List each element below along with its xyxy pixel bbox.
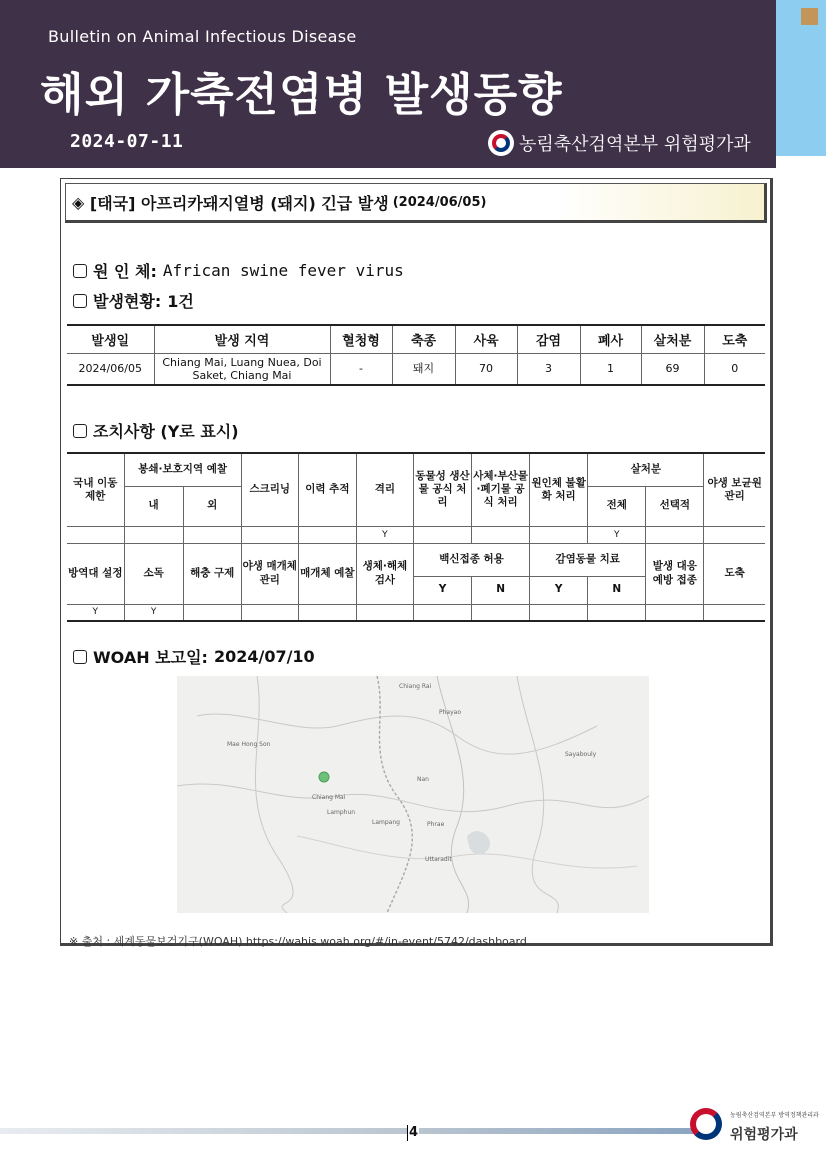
measures-label: 조치사항 (Y로 표시) (93, 422, 239, 441)
table-row (67, 604, 765, 621)
table-cell: 3 (517, 353, 580, 385)
col-header: 야생 매개체 관리 (241, 543, 298, 604)
pathogen-label: 원 인 체: (93, 262, 157, 281)
bulletin-subtitle: Bulletin on Animal Infectious Disease (48, 27, 357, 46)
table-cell (704, 526, 765, 543)
col-header: 사육 (455, 325, 517, 353)
report-title-bar (65, 183, 767, 223)
col-header: 혈청형 (330, 325, 392, 353)
checkbox-square-icon (73, 424, 87, 438)
table-cell (530, 526, 588, 543)
col-header: 전체 (588, 486, 646, 526)
map-label: Mae Hong Son (227, 741, 271, 748)
footer-org-small: 농림축산검역본부 방역정책관리과 (730, 1112, 819, 1119)
table-cell (356, 604, 413, 621)
organization-name: 농림축산검역본부 위험평가과 (519, 134, 751, 155)
map-background (177, 676, 649, 913)
side-accent-corner (801, 8, 818, 25)
col-header: 도축 (704, 325, 765, 353)
page-title: 해외 가축전염병 발생동향 (40, 68, 563, 121)
measures-header-row-1 (67, 453, 765, 486)
table-cell: Y (588, 526, 646, 543)
col-header: 해충 구제 (183, 543, 241, 604)
col-header: 백신접종 허용 (413, 543, 529, 576)
col-header: 발생일 (67, 325, 154, 353)
table-cell (241, 604, 298, 621)
table-cell: 0 (704, 353, 765, 385)
source-note: ※ 출처 : 세계동물보건기구(WOAH) https://wahis.woah.org/#/in-event/5742/dashboard (69, 935, 527, 948)
woah-value: 2024/07/10 (213, 647, 315, 666)
table-cell: 1 (580, 353, 641, 385)
checkbox-square-icon (73, 264, 87, 278)
woah-section (73, 645, 315, 668)
col-header: 외 (183, 486, 241, 526)
table-row (67, 353, 765, 385)
map-label: Lampang (372, 819, 400, 826)
table-cell (183, 526, 241, 543)
table-cell (241, 526, 298, 543)
table-cell (472, 604, 530, 621)
taegeuk-logo-icon (690, 1108, 722, 1140)
col-header: 동물성 생산물 공식 처리 (413, 453, 471, 526)
table-cell: - (330, 353, 392, 385)
col-header: 사체·부산물·폐기물 공식 처리 (472, 453, 530, 526)
col-header: 격리 (356, 453, 413, 526)
col-header: 살처분 (641, 325, 704, 353)
status-value: 1건 (167, 292, 194, 311)
table-cell (588, 604, 646, 621)
pathogen-value: African swine fever virus (162, 261, 404, 280)
col-header: 살처분 (588, 453, 704, 486)
report-title: [태국] 아프리카돼지열병 (돼지) 긴급 발생 (89, 193, 389, 213)
map-label: Chiang Mai (312, 794, 346, 801)
table-cell: Y (124, 604, 183, 621)
table-cell (704, 604, 765, 621)
page-header (0, 0, 776, 168)
table-cell (530, 604, 588, 621)
map-label: Phayao (439, 709, 461, 716)
table-cell: Chiang Mai, Luang Nuea, Doi Saket, Chiang Mai (154, 353, 330, 385)
col-header: 도축 (704, 543, 765, 604)
table-cell: 돼지 (392, 353, 455, 385)
organization (488, 130, 751, 156)
table-cell (413, 604, 471, 621)
col-header: N (472, 576, 530, 604)
col-header: 소독 (124, 543, 183, 604)
table-row (67, 526, 765, 543)
map-label: Nan (417, 776, 429, 783)
pathogen-section (73, 259, 404, 282)
table-cell (298, 526, 356, 543)
col-header: 내 (124, 486, 183, 526)
measures-header-row-3 (67, 543, 765, 576)
table-cell (67, 526, 124, 543)
table-cell: Y (67, 604, 124, 621)
report-box (60, 178, 773, 946)
col-header: 스크리닝 (241, 453, 298, 526)
footer-line (0, 1128, 700, 1134)
map-label: Chiang Rai (399, 683, 432, 690)
col-header: 감염동물 치료 (530, 543, 646, 576)
col-header: 감염 (517, 325, 580, 353)
col-header: 이력 추적 (298, 453, 356, 526)
measures-table (67, 452, 765, 622)
taegeuk-logo-icon (488, 130, 514, 156)
col-header: 발생 지역 (154, 325, 330, 353)
table-cell (183, 604, 241, 621)
col-header: 국내 이동 제한 (67, 453, 124, 526)
table-cell (298, 604, 356, 621)
report-title-date: (2024/06/05) (392, 194, 487, 210)
outbreak-table (67, 324, 765, 386)
diamond-bullet-icon: ◈ (72, 192, 85, 212)
col-header: Y (413, 576, 471, 604)
table-cell (646, 526, 704, 543)
col-header: N (588, 576, 646, 604)
col-header: 축종 (392, 325, 455, 353)
table-cell: 2024/06/05 (67, 353, 154, 385)
col-header: 야생 보균원 관리 (704, 453, 765, 526)
issue-date: 2024-07-11 (70, 131, 184, 152)
footer-org: 위험평가과 (730, 1127, 798, 1143)
table-cell (124, 526, 183, 543)
table-cell (472, 526, 530, 543)
col-header: 생체·해체 검사 (356, 543, 413, 604)
table-cell: Y (356, 526, 413, 543)
table-cell: 70 (455, 353, 517, 385)
measures-section (73, 419, 239, 442)
map-label: Uttaradit (425, 856, 452, 863)
outbreak-table-header (67, 325, 765, 353)
col-header: 봉쇄·보호지역 예찰 (124, 453, 241, 486)
col-header: 방역대 설정 (67, 543, 124, 604)
table-cell: 69 (641, 353, 704, 385)
col-header: Y (530, 576, 588, 604)
col-header: 매개체 예찰 (298, 543, 356, 604)
checkbox-square-icon (73, 294, 87, 308)
outbreak-marker (319, 772, 329, 782)
woah-label: WOAH 보고일: (93, 648, 208, 667)
map-label: Phrae (427, 821, 445, 828)
table-cell (646, 604, 704, 621)
checkbox-square-icon (73, 650, 87, 664)
map-label: Lamphun (327, 809, 356, 816)
table-cell (413, 526, 471, 543)
col-header: 원인체 불활화 처리 (530, 453, 588, 526)
col-header: 폐사 (580, 325, 641, 353)
page-number: 4 (408, 1125, 419, 1140)
status-section (73, 289, 194, 312)
outbreak-map (177, 676, 649, 913)
status-label: 발생현황: (93, 292, 162, 311)
col-header: 발생 대응 예방 접종 (646, 543, 704, 604)
map-label: Sayabouly (565, 751, 597, 758)
map-svg (177, 676, 649, 913)
col-header: 선택적 (646, 486, 704, 526)
